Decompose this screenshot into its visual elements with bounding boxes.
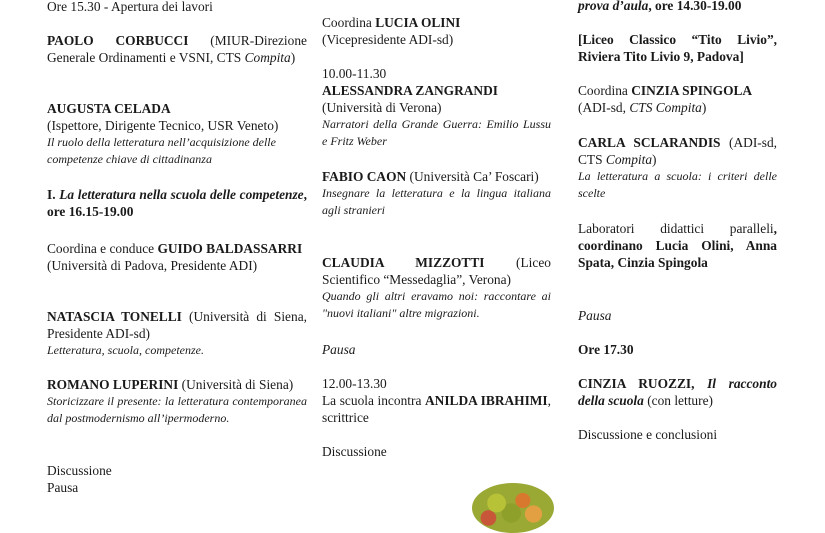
speaker-affiliation: (Università di Siena, Presidente ADI-sd) xyxy=(47,309,307,341)
author-name: ANILDA IBRAHIMI xyxy=(425,393,548,408)
speaker-affiliation: (Università di Siena) xyxy=(178,377,294,392)
speaker-affiliation: (MIUR-Direzione Generale Ordinamenti e VSNI, CTS xyxy=(47,33,307,65)
speaker-affiliation: (ADI-sd, CTS xyxy=(578,135,777,167)
speaker-line xyxy=(47,308,307,342)
speaker-line xyxy=(578,134,777,168)
chair-affiliation: (Vicepresidente ADI-sd) xyxy=(322,32,454,47)
labs-coordinator: Anna Spata xyxy=(578,238,777,270)
pause-label: Pausa xyxy=(47,480,79,495)
speaker-affiliation: (Università Ca’ Foscari) xyxy=(406,169,539,184)
author-role: , scrittrice xyxy=(322,393,551,425)
affiliation-close: ) xyxy=(652,152,657,167)
closing-label: Discussione e conclusioni xyxy=(578,427,718,442)
chair-block xyxy=(322,14,551,48)
chair-name: GUIDO BALDASSARRI xyxy=(157,241,303,256)
author-meeting xyxy=(322,392,551,426)
affiliation-close: ) xyxy=(290,50,296,65)
heading-time: , ore 14.30-19.00 xyxy=(648,0,742,13)
chair-block xyxy=(578,82,777,116)
section-title: La letteratura nella scuola delle competenze xyxy=(59,187,304,202)
speaker-zangrandi xyxy=(322,82,551,150)
chair-line xyxy=(47,240,307,257)
chair-label: Coordina xyxy=(578,83,632,98)
speaker-name: NATASCIA TONELLI xyxy=(47,309,182,324)
speaker-name: ROMANO LUPERINI xyxy=(47,377,179,392)
chair-affiliation: (Università di Padova, Presidente ADI) xyxy=(47,258,258,273)
labs-info xyxy=(578,220,777,271)
speaker-line xyxy=(322,168,551,185)
venue: [Liceo Classico “Tito Livio”, Riviera Tito Livio 9, Padova] xyxy=(578,32,777,64)
affiliation-italic: Compita xyxy=(605,152,653,167)
labs-mid: , coordinano xyxy=(578,221,777,253)
speaker-celada xyxy=(47,100,307,168)
chair-label: Coordina e conduce xyxy=(47,241,158,256)
speaker-separator: , xyxy=(691,376,708,391)
labs-coordinator: Lucia Olini xyxy=(655,238,731,253)
speaker-line xyxy=(47,376,307,393)
opening-time: Ore 15.30 - Apertura dei lavori xyxy=(47,0,213,14)
decorative-image xyxy=(472,483,554,533)
labs-separator: , xyxy=(730,238,746,253)
chair-block xyxy=(47,240,307,274)
discussion-label: Discussione xyxy=(47,463,112,478)
chair-label: Coordina xyxy=(322,15,376,30)
discussion-label: Discussione xyxy=(322,444,387,459)
speaker-line xyxy=(322,254,551,288)
talk-title: Insegnare la letteratura e la lingua italiana agli stranieri xyxy=(322,186,551,217)
speaker-luperini xyxy=(47,376,307,427)
pause-label: Pausa xyxy=(578,308,612,323)
talk-title: Il ruolo della letteratura nell’acquisizione delle competenze chiave di cittadinanza xyxy=(47,135,276,166)
speaker-name: ALESSANDRA ZANGRANDI xyxy=(322,83,498,98)
speaker-name: AUGUSTA CELADA xyxy=(47,101,171,116)
affiliation-close: ) xyxy=(701,100,707,115)
speaker-affiliation: (Ispettore, Dirigente Tecnico, USR Veneto) xyxy=(47,118,279,133)
labs-separator: , xyxy=(610,255,618,270)
chair-affiliation xyxy=(578,99,777,116)
chair-line xyxy=(578,82,777,99)
talk-title: Il racconto della scuola xyxy=(578,376,777,408)
heading-italic: prova d’aula xyxy=(578,0,649,13)
talk-title: Storicizzare il presente: la letteratura contemporanea dal postmodernismo all’ipermoderno. xyxy=(47,394,307,425)
chair-name: LUCIA OLINI xyxy=(375,15,461,30)
speaker-name: CARLA SCLARANDIS xyxy=(578,135,721,150)
speaker-affiliation: (Liceo Scientifico “Messedaglia”, Verona) xyxy=(322,255,551,287)
speaker-tonelli xyxy=(47,308,307,359)
speaker-caon xyxy=(322,168,551,219)
talk-title: Narratori della Grande Guerra: Emilio Lussu e Fritz Weber xyxy=(322,117,551,148)
affiliation-italic: CTS Compita xyxy=(629,100,702,115)
section-number: I. xyxy=(47,187,60,202)
affiliation-italic: Compita xyxy=(244,50,291,65)
speaker-affiliation: (Università di Verona) xyxy=(322,100,442,115)
labs-coordinator: Cinzia Spingola xyxy=(617,255,708,270)
talk-note: (con letture) xyxy=(643,393,713,408)
section-heading xyxy=(47,186,307,220)
speaker-name: CINZIA RUOZZI xyxy=(578,376,692,391)
speaker-sclarandis xyxy=(578,134,777,202)
talk-title: Quando gli altri eravamo noi: raccontare ai "nuovi italiani" altre migrazioni. xyxy=(322,289,551,320)
speaker-name: CLAUDIA MIZZOTTI xyxy=(322,255,485,270)
speaker-name: FABIO CAON xyxy=(322,169,407,184)
speaker-corbucci xyxy=(47,32,307,66)
chair-line xyxy=(322,14,551,31)
meeting-label: La scuola incontra xyxy=(322,393,425,408)
session-time: Ore 17.30 xyxy=(578,342,634,357)
talk-title: La letteratura a scuola: i criteri delle scelte xyxy=(578,169,777,200)
session-time: 12.00-13.30 xyxy=(322,376,387,391)
talk-title: Letteratura, scuola, competenze. xyxy=(47,343,204,357)
speaker-name: PAOLO CORBUCCI xyxy=(47,33,189,48)
section-time: , ore 16.15-19.00 xyxy=(47,187,307,219)
session-time: 10.00-11.30 xyxy=(322,66,387,81)
pause-label: Pausa xyxy=(322,342,356,357)
affiliation-text: (ADI-sd, xyxy=(578,100,630,115)
speaker-mizzotti xyxy=(322,254,551,322)
chair-name: CINZIA SPINGOLA xyxy=(631,83,753,98)
afternoon-heading xyxy=(578,0,777,14)
labs-label: Laboratori didattici paralleli xyxy=(578,221,774,236)
speaker-ruozzi xyxy=(578,375,777,409)
